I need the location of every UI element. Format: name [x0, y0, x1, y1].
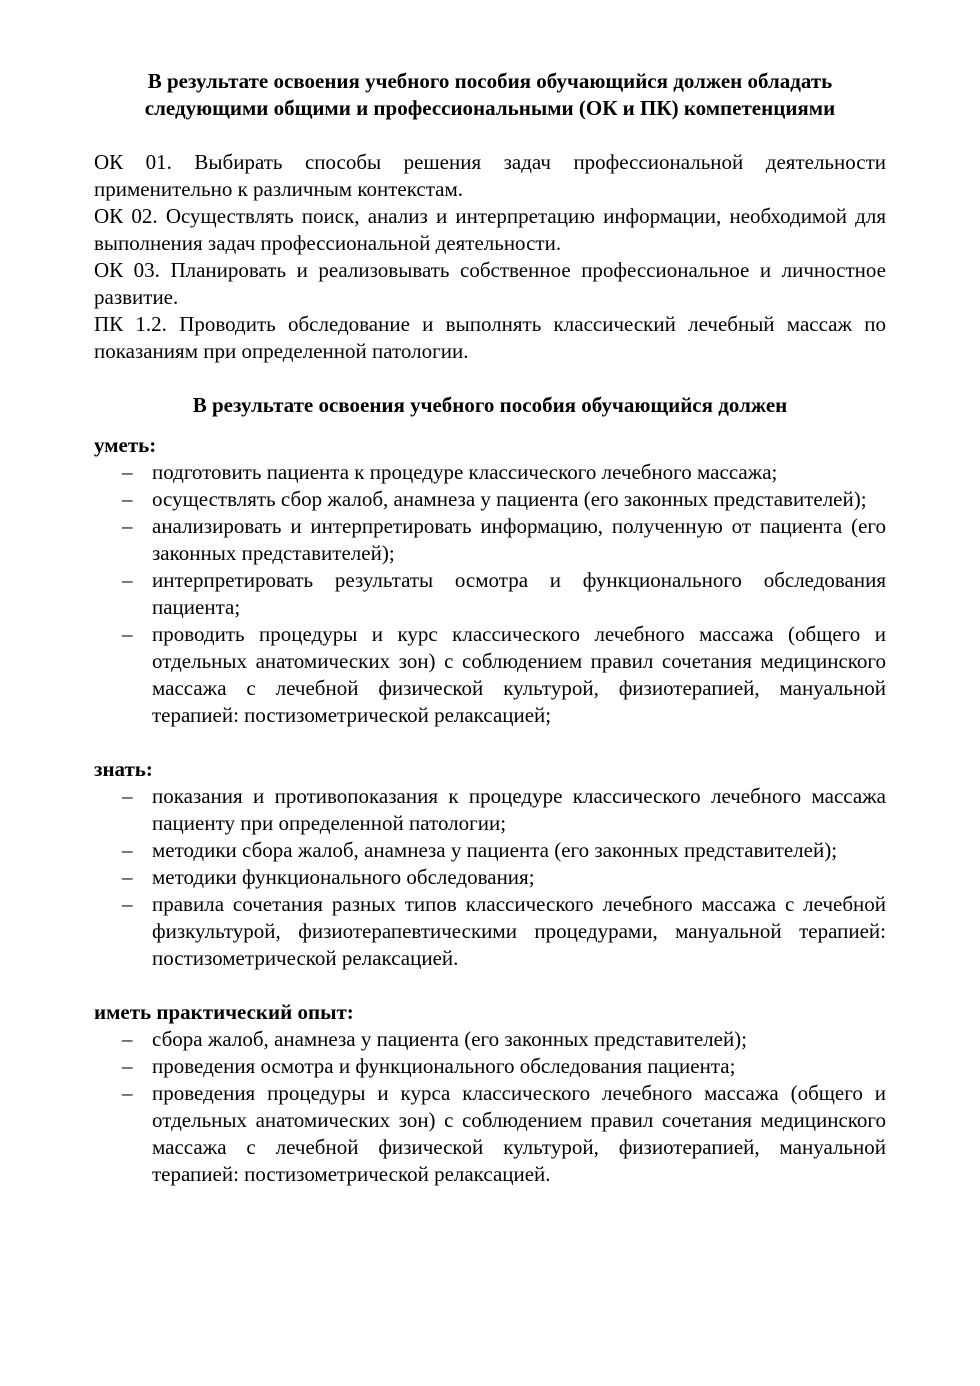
- list-item-text: проводить процедуры и курс классического лечебного массажа (общего и отдельных анатомических зон) с соблюдением правил сочетания медицинского массажа с лечебной физической культурой, физиотерапией, мануальной терапией: постизометрической релаксацией;: [152, 622, 886, 727]
- list-item-text: методики сбора жалоб, анамнеза у пациента (его законных представителей);: [152, 838, 838, 862]
- knowledge-label: знать:: [94, 757, 153, 781]
- skills-list: [94, 459, 886, 729]
- list-item-text: анализировать и интерпретировать информацию, полученную от пациента (его законных представителей);: [152, 514, 886, 565]
- dash-bullet: –: [122, 838, 133, 862]
- list-item: [122, 567, 886, 621]
- document-page: [94, 68, 886, 1188]
- competency-ok02: ОК 02. Осуществлять поиск, анализ и интерпретацию информации, необходимой для выполнения задач профессиональной деятельности.: [94, 204, 886, 255]
- competency-ok03: ОК 03. Планировать и реализовывать собственное профессиональное и личностное развитие.: [94, 258, 886, 309]
- dash-bullet: –: [122, 514, 133, 538]
- dash-bullet: –: [122, 1054, 133, 1078]
- dash-bullet: –: [122, 1027, 133, 1051]
- list-item: [122, 1053, 886, 1080]
- dash-bullet: –: [122, 487, 133, 511]
- dash-bullet: –: [122, 784, 133, 808]
- dash-bullet: –: [122, 568, 133, 592]
- list-item-text: проведения процедуры и курса классического лечебного массажа (общего и отдельных анатомических зон) с соблюдением правил сочетания медицинского массажа с лечебной физической культурой, физиотерапией, мануальной терапией: постизометрической релаксацией.: [152, 1081, 886, 1186]
- competencies-list: [94, 149, 886, 365]
- dash-bullet: –: [122, 865, 133, 889]
- list-item: [122, 891, 886, 972]
- dash-bullet: –: [122, 460, 133, 484]
- experience-label: иметь практический опыт:: [94, 1000, 354, 1024]
- skills-label: уметь:: [94, 433, 157, 457]
- list-item: [122, 513, 886, 567]
- list-item: [122, 459, 886, 486]
- list-item: [122, 486, 886, 513]
- competency-ok01: ОК 01. Выбирать способы решения задач профессиональной деятельности применительно к различным контекстам.: [94, 150, 886, 201]
- list-item-text: показания и противопоказания к процедуре классического лечебного массажа пациенту при определенной патологии;: [152, 784, 886, 835]
- dash-bullet: –: [122, 892, 133, 916]
- list-item: [122, 1080, 886, 1188]
- list-item: [122, 1026, 886, 1053]
- list-item-text: подготовить пациента к процедуре классического лечебного массажа;: [152, 460, 778, 484]
- list-item-text: сбора жалоб, анамнеза у пациента (его законных представителей);: [152, 1027, 748, 1051]
- knowledge-list: [94, 783, 886, 972]
- competency-pk12: ПК 1.2. Проводить обследование и выполнять классический лечебный массаж по показаниям при определенной патологии.: [94, 312, 886, 363]
- dash-bullet: –: [122, 622, 133, 646]
- competencies-heading: В результате освоения учебного пособия обучающийся должен обладать следующими общими и профессиональными (ОК и ПК) компетенциями: [144, 69, 836, 120]
- list-item: [122, 864, 886, 891]
- list-item-text: осуществлять сбор жалоб, анамнеза у пациента (его законных представителей);: [152, 487, 867, 511]
- outcomes-heading: В результате освоения учебного пособия обучающийся должен: [192, 393, 788, 417]
- experience-list: [94, 1026, 886, 1188]
- list-item-text: методики функционального обследования;: [152, 865, 535, 889]
- list-item-text: правила сочетания разных типов классического лечебного массажа с лечебной физкультурой, физиотерапевтическими процедурами, мануальной терапией: постизометрической релаксацией.: [152, 892, 886, 970]
- list-item: [122, 783, 886, 837]
- dash-bullet: –: [122, 1081, 133, 1105]
- list-item: [122, 837, 886, 864]
- list-item-text: проведения осмотра и функционального обследования пациента;: [152, 1054, 736, 1078]
- list-item: [122, 621, 886, 729]
- list-item-text: интерпретировать результаты осмотра и функционального обследования пациента;: [152, 568, 886, 619]
